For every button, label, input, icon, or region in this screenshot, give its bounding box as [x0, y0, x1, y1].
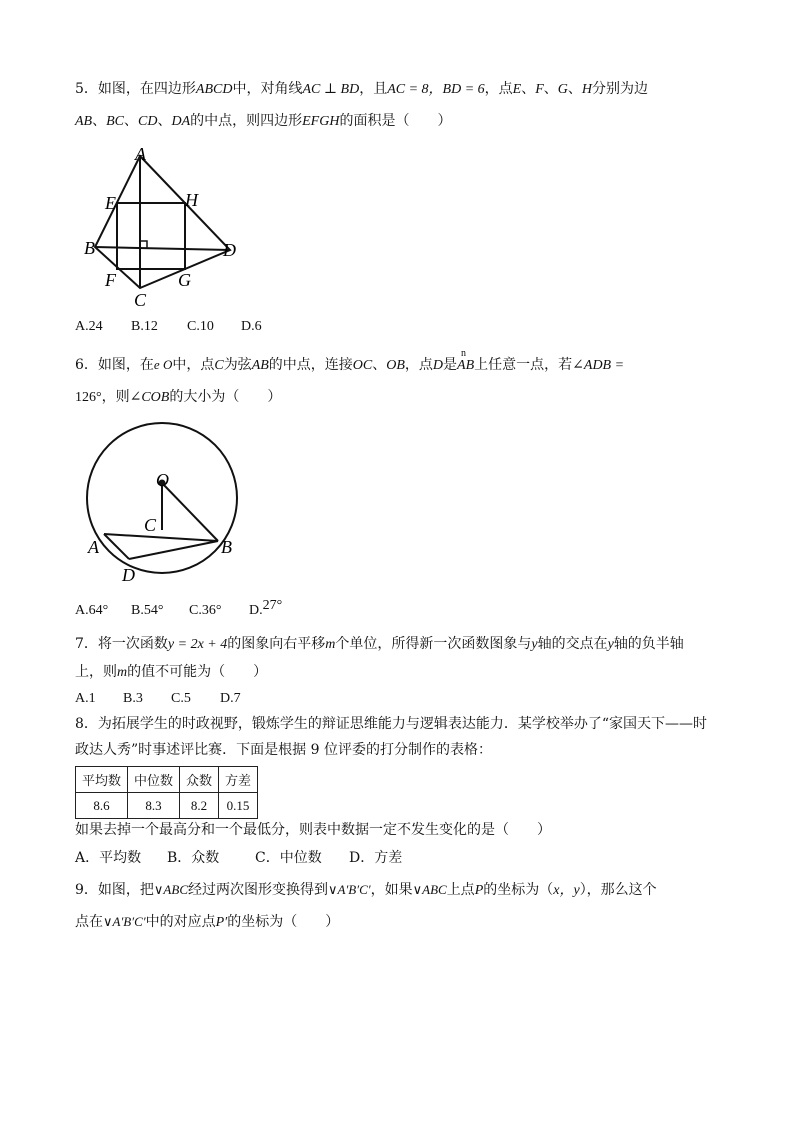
- q5-math: H: [581, 82, 593, 97]
- table-header-row: [76, 767, 258, 793]
- q7-math: y: [531, 637, 538, 652]
- q5-option-b[interactable]: B.12: [131, 319, 158, 334]
- q9-math: ∨ABC: [412, 882, 447, 897]
- q6-arc-ab: [457, 348, 475, 376]
- label-b: B: [221, 537, 232, 557]
- q5-options: [75, 316, 262, 337]
- q8-options: [75, 848, 402, 868]
- q5-text: 中，对角线: [232, 81, 303, 97]
- q6-text: ，则: [101, 389, 130, 405]
- q6-option-d[interactable]: [249, 600, 282, 621]
- q5-stem-line2: [75, 111, 451, 132]
- q7-math: y: [607, 637, 614, 652]
- q7-options: [75, 688, 241, 709]
- table-value-row: [76, 793, 258, 819]
- q5-math: CD: [138, 114, 158, 129]
- q9-text: ），那么这个: [579, 882, 657, 898]
- q9-text: 中的对应点: [145, 914, 216, 930]
- q6-text: 、: [372, 357, 387, 373]
- value-mean: 8.6: [76, 793, 128, 819]
- right-angle-mark: [140, 241, 147, 248]
- q8-option-d[interactable]: D．方差: [349, 850, 403, 866]
- quad-efgh: [117, 203, 185, 269]
- q5-text: 分别为边: [592, 81, 649, 97]
- q5-text: 的中点，则四边形: [190, 113, 303, 129]
- q7-text: 的值不可能为（ ）: [127, 664, 268, 680]
- label-a: A: [88, 537, 99, 557]
- q5-stem-line1: [75, 79, 648, 100]
- q5-math: G: [557, 82, 568, 97]
- q5-math: E: [512, 82, 522, 97]
- q8-option-c[interactable]: C．中位数: [255, 850, 322, 866]
- q7-text: 的图象向右平移: [227, 636, 326, 652]
- segment-ad: [104, 534, 129, 559]
- label-c: C: [144, 515, 157, 535]
- q5-math: AC = 8，BD = 6: [387, 82, 485, 97]
- q6-math: C: [214, 358, 224, 373]
- q9-math: x，y: [553, 883, 580, 898]
- label-a: A: [135, 144, 146, 164]
- q5-math: ABCD: [195, 82, 233, 97]
- q9-stem-line2: [75, 912, 339, 933]
- q5-text: 、: [157, 113, 172, 129]
- q9-text: 的坐标为（ ）: [227, 914, 340, 930]
- q5-text: 、: [92, 113, 107, 129]
- value-median: 8.3: [128, 793, 180, 819]
- header-median: 中位数: [128, 767, 180, 793]
- q7-text: 轴的负半轴: [613, 636, 684, 652]
- q6-math: D: [432, 358, 444, 373]
- q6-math: 126°: [75, 390, 102, 405]
- value-variance: 0.15: [219, 793, 258, 819]
- q7-text: 个单位，所得新一次函数图象与: [335, 636, 532, 652]
- label-g: G: [178, 270, 191, 290]
- q7-option-b[interactable]: B.3: [123, 691, 143, 706]
- q9-math: P′: [215, 915, 228, 930]
- q8-stem-line3: 如果去掉一个最高分和一个最低分，则表中数据一定不发生变化的是（ ）: [75, 822, 551, 838]
- label-e: E: [105, 193, 116, 213]
- q7-stem-line2: [75, 662, 267, 683]
- q5-math: F: [535, 82, 544, 97]
- q6-text: 6．如图，在: [75, 357, 154, 373]
- label-o: O: [156, 470, 169, 490]
- q8-option-a[interactable]: A．平均数: [75, 850, 142, 866]
- q5-math: AC ⊥ BD: [302, 82, 360, 97]
- q5-math: DA: [171, 114, 191, 129]
- q6-math: AB: [457, 358, 475, 373]
- diagonal-bd: [95, 247, 230, 250]
- q5-text: ，点: [484, 81, 513, 97]
- header-mode: 众数: [180, 767, 219, 793]
- label-d: D: [122, 565, 135, 585]
- q9-text: 9．如图，把: [75, 882, 154, 898]
- q6-math: AB: [251, 358, 269, 373]
- label-b: B: [84, 238, 95, 258]
- q6-math: OB: [386, 358, 405, 373]
- q6-text: 为弦: [223, 357, 252, 373]
- q6-stem-line1: [75, 348, 625, 376]
- q6-math: OC: [352, 358, 373, 373]
- q8-stem-line2: 政达人秀”时事述评比赛．下面是根据 9 位评委的打分制作的表格：: [75, 742, 492, 758]
- q8-option-b[interactable]: B．众数: [167, 850, 220, 866]
- q7-text: 7．将一次函数: [75, 636, 168, 652]
- q6-text: 是: [443, 357, 458, 373]
- q9-text: 的坐标为（: [483, 882, 554, 898]
- q6-text: 上任意一点，若: [474, 357, 573, 373]
- label-c: C: [134, 290, 147, 310]
- label-d: D: [223, 240, 236, 260]
- q5-math: AB: [75, 114, 93, 129]
- q8-score-table: [75, 766, 258, 819]
- q9-math: ∨A′B′C′: [103, 914, 146, 929]
- q9-stem-line1: [75, 880, 657, 901]
- q6-stem-line2: [75, 387, 281, 408]
- q5-text: 、: [543, 81, 558, 97]
- q7-math: y = 2x + 4: [167, 637, 228, 652]
- q5-option-a[interactable]: A.24: [75, 319, 103, 334]
- q9-math: ∨A′B′C′: [328, 882, 371, 897]
- q6-text: ，点: [404, 357, 433, 373]
- q6-option-b[interactable]: B.54°: [131, 603, 164, 618]
- q6-math: e O: [153, 357, 173, 372]
- q9-text: 点在: [75, 914, 103, 930]
- q5-text: 、: [124, 113, 138, 129]
- q7-math: m: [325, 637, 336, 652]
- q7-option-c[interactable]: C.5: [171, 691, 191, 706]
- arc-mark: n: [461, 348, 467, 359]
- q5-math: BC: [106, 114, 124, 129]
- q5-quadrilateral-figure: [80, 140, 250, 312]
- q5-text: 、: [521, 81, 536, 97]
- q5-text: 5．如图，在四边形: [75, 81, 196, 97]
- q6-text: 的大小为（ ）: [169, 389, 282, 405]
- q9-math: P: [474, 883, 484, 898]
- q6-math: ∠COB: [129, 390, 170, 405]
- q5-text: 、: [567, 81, 582, 97]
- q5-text: ，且: [359, 81, 388, 97]
- label-f: F: [105, 270, 116, 290]
- q7-text: 上，则: [75, 664, 117, 680]
- q6-option-d-value: 27°: [262, 598, 283, 613]
- q7-option-d[interactable]: D.7: [220, 691, 241, 706]
- q7-math: m: [117, 665, 128, 680]
- header-mean: 平均数: [76, 767, 128, 793]
- q6-circle-figure: [78, 413, 248, 591]
- q9-math: ∨ABC: [153, 882, 188, 897]
- q5-option-d[interactable]: D.6: [241, 319, 262, 334]
- q8-stem-line1: 8．为拓展学生的时政视野，锻炼学生的辩证思维能力与逻辑表达能力．某学校举办了“家国天下——时: [75, 716, 708, 732]
- q9-text: 经过两次图形变换得到: [188, 882, 328, 898]
- q9-text: 上点: [446, 882, 475, 898]
- q7-text: 轴的交点在: [537, 636, 608, 652]
- q6-math: ∠ADB =: [572, 358, 625, 373]
- chord-ab: [104, 534, 218, 541]
- value-mode: 8.2: [180, 793, 219, 819]
- q6-option-a[interactable]: A.64°: [75, 603, 109, 618]
- q5-option-c[interactable]: C.10: [187, 319, 214, 334]
- label-h: H: [185, 190, 198, 210]
- header-variance: 方差: [219, 767, 258, 793]
- segment-ob: [162, 483, 218, 541]
- q6-option-d-letter: D.: [249, 603, 263, 618]
- q5-math: EFGH: [302, 114, 340, 129]
- q9-text: ，如果: [370, 882, 413, 898]
- q7-option-a[interactable]: A.1: [75, 691, 96, 706]
- segment-db: [129, 541, 218, 559]
- q6-text: 中，点: [172, 357, 215, 373]
- q6-option-c[interactable]: C.36°: [189, 603, 222, 618]
- q6-text: 的中点，连接: [268, 357, 353, 373]
- q6-options: [75, 600, 282, 621]
- q7-stem-line1: [75, 634, 684, 655]
- q5-text: 的面积是（ ）: [339, 113, 452, 129]
